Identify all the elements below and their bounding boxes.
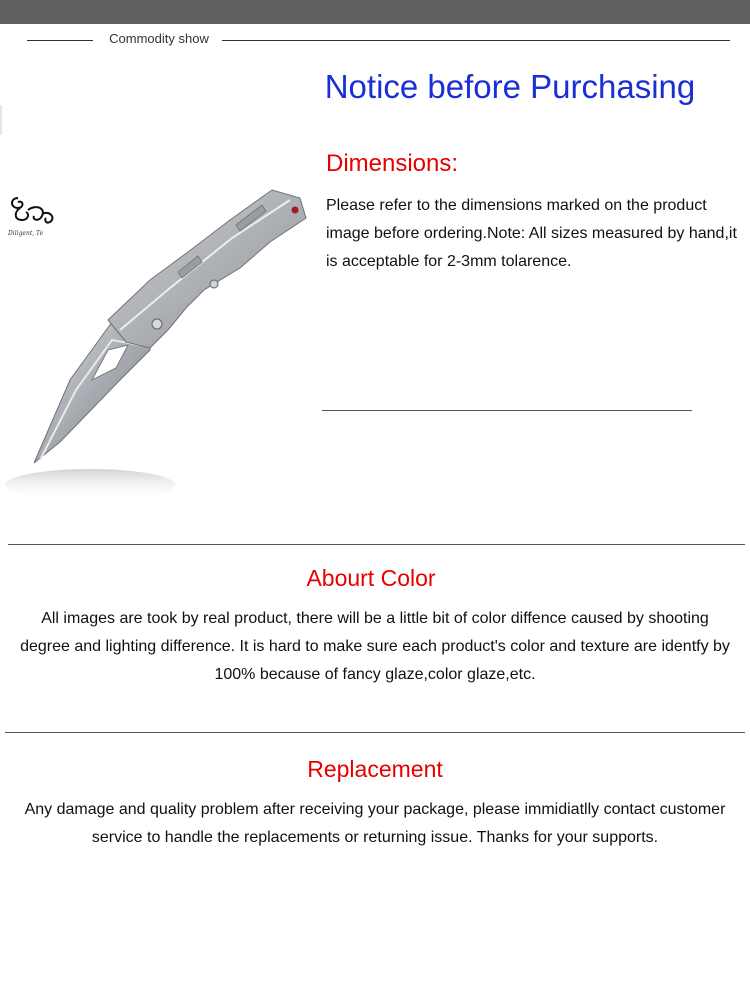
svg-text:Diligent, Te: Diligent, Te [8,230,44,237]
subhead-divider-left [27,40,93,41]
color-title: Abourt Color [306,565,436,591]
notice-title: Notice before Purchasing [324,68,696,105]
subhead-divider-right [222,40,730,41]
section-divider [8,544,745,545]
product-reflection [5,469,175,501]
handle-screw [210,280,218,288]
knife-handle [108,190,306,348]
replacement-text: Any damage and quality problem after receiving your package, please immidiatlly contact customer service to handle the replacements or returning issue. Thanks for your supports. [24,801,726,846]
dimensions-text: Please refer to the dimensions marked on the product image before ordering.Note: All sizes measured by hand,it is acceptable for 2-3mm tolarence. [326,197,737,270]
replacement-title: Replacement [307,756,443,782]
section-divider [5,732,745,733]
top-bar [0,0,750,24]
dimensions-divider [322,410,692,411]
brand-logo [6,190,60,238]
lanyard-hole [292,207,299,214]
edge-mark [0,105,2,135]
dimensions-title: Dimensions: [326,150,459,177]
color-text: All images are took by real product, there will be a little bit of color diffence caused by shooting degree and lighting difference. It is hard to make sure each product's color and texture are identfy by 100% because of fancy glaze,color glaze,etc. [20,610,730,683]
pivot-screw [152,319,162,329]
section-subheading: Commodity show [109,31,209,46]
